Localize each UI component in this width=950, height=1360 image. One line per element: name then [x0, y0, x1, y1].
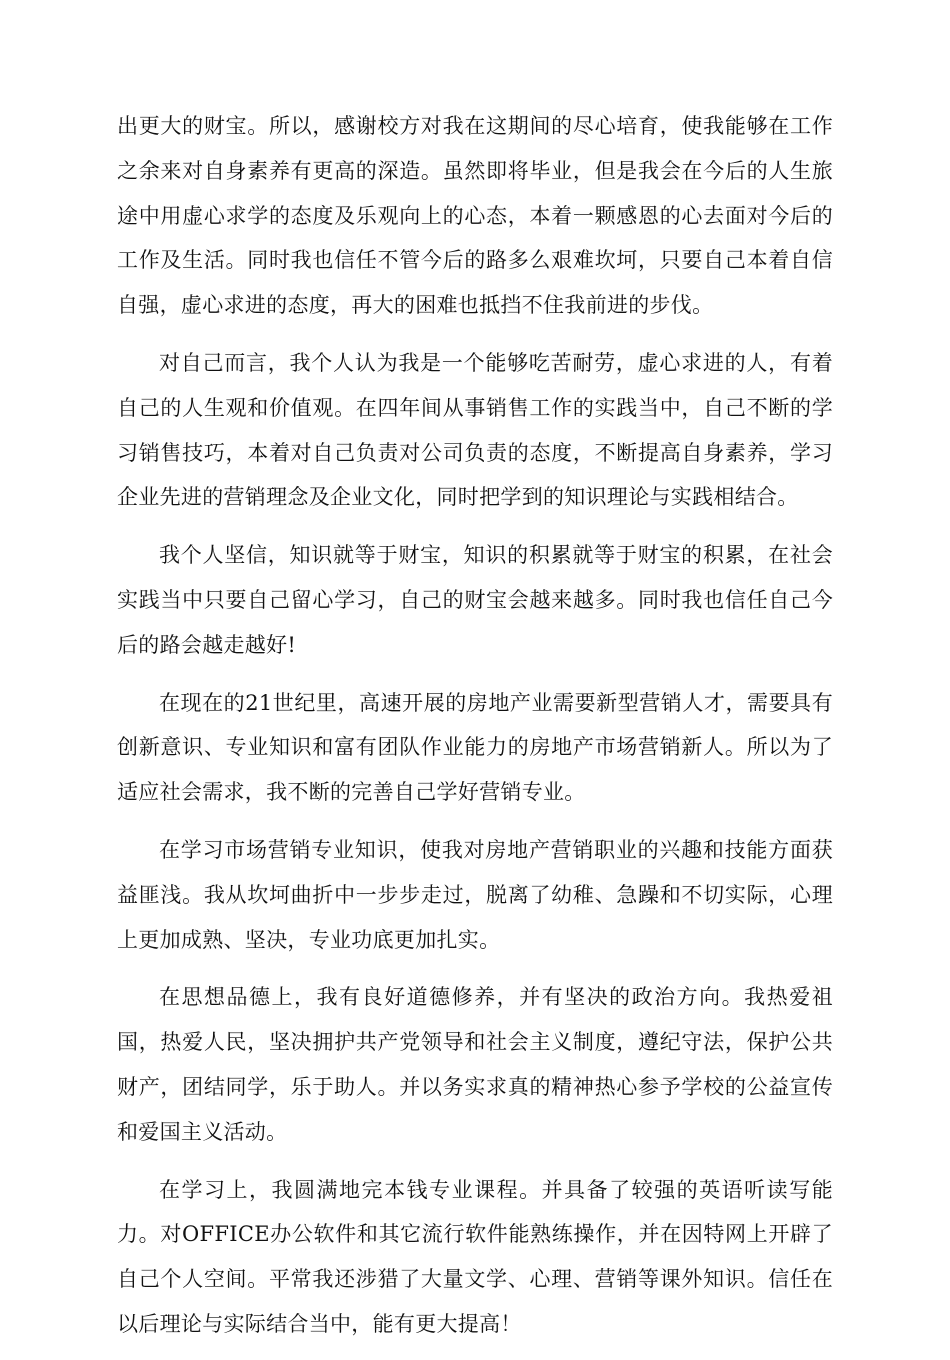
paragraph-1: 出更大的财宝。所以，感谢校方对我在这期间的尽心培育，使我能够在工作之余来对自身素养有更高的深造。虽然即将毕业，但是我会在今后的人生旅途中用虚心求学的态度及乐观向上的心态，本着一颗感恩的心去面对今后的工作及生活。同时我也信任不管今后的路多么艰难坎坷，只要自己本着自信自强，虚心求进的态度，再大的困难也抵挡不住我前进的步伐。	[117, 114, 833, 318]
paragraph-7: 在学习上，我圆满地完本钱专业课程。并具备了较强的英语听读写能力。对OFFICE办公软件和其它流行软件能熟练操作，并在因特网上开辟了自己个人空间。平常我还涉猎了大量文学、心理、营销等课外知识。信任在以后理论与实际结合当中，能有更大提高！	[117, 1177, 833, 1336]
paragraph-3: 我个人坚信，知识就等于财宝，知识的积累就等于财宝的积累，在社会实践当中只要自己留心学习，自己的财宝会越来越多。同时我也信任自己今后的路会越走越好!	[117, 543, 833, 657]
paragraph-5: 在学习市场营销专业知识，使我对房地产营销职业的兴趣和技能方面获益匪浅。我从坎坷曲折中一步步走过，脱离了幼稚、急躁和不切实际，心理上更加成熟、坚决，专业功底更加扎实。	[117, 837, 833, 952]
paragraph-6: 在思想品德上，我有良好道德修养，并有坚决的政治方向。我热爱祖国，热爱人民，坚决拥护共产党领导和社会主义制度，遵纪守法，保护公共财产，团结同学，乐于助人。并以务实求真的精神热心参予学校的公益宣传和爱国主义活动。	[117, 985, 833, 1144]
paragraph-2: 对自己而言，我个人认为我是一个能够吃苦耐劳，虚心求进的人，有着自己的人生观和价值观。在四年间从事销售工作的实践当中，自己不断的学习销售技巧，本着对自己负责对公司负责的态度，不断提高自身素养，学习企业先进的营销理念及企业文化，同时把学到的知识理论与实践相结合。	[117, 350, 833, 510]
document-body	[117, 104, 833, 1360]
paragraph-4: 在现在的21世纪里，高速开展的房地产业需要新型营销人才，需要具有创新意识、专业知识和富有团队作业能力的房地产市场营销新人。所以为了适应社会需求，我不断的完善自己学好营销专业。	[117, 690, 833, 805]
